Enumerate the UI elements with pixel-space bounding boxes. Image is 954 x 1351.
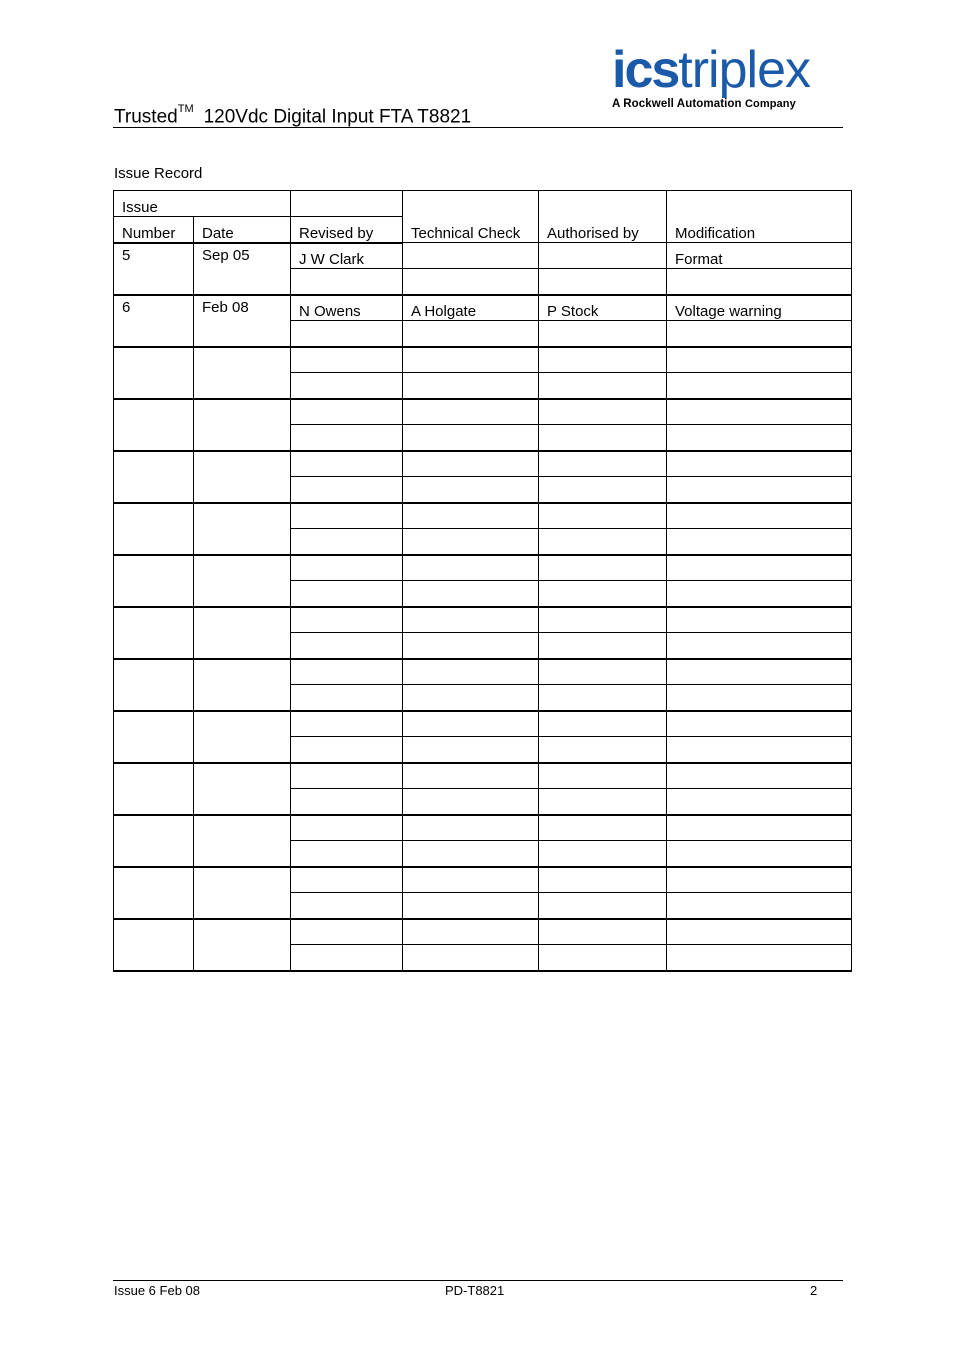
issue-date-cell: Sep 05	[194, 243, 291, 295]
issue-number-cell: 6	[114, 295, 194, 347]
issue-date-cell: Feb 08	[194, 295, 291, 347]
issue-date-cell	[194, 347, 291, 399]
header-date: Date	[194, 217, 291, 243]
issue-date-cell	[194, 763, 291, 815]
issue-record-caption: Issue Record	[114, 165, 203, 182]
revised-by-cell	[291, 347, 403, 373]
header-technical-check: Technical Check	[403, 191, 539, 243]
authorised-by-cell	[539, 815, 667, 841]
header-modification: Modification	[667, 191, 852, 243]
technical-check-cell	[403, 581, 539, 607]
technical-check-cell	[403, 529, 539, 555]
technical-check-cell	[403, 503, 539, 529]
issue-date-cell	[194, 711, 291, 763]
modification-cell	[667, 893, 852, 919]
header-row-1	[114, 191, 852, 217]
revised-by-cell	[291, 607, 403, 633]
issue-number-cell	[114, 399, 194, 451]
revised-by-cell	[291, 685, 403, 711]
authorised-by-cell	[539, 711, 667, 737]
technical-check-cell	[403, 659, 539, 685]
modification-cell	[667, 815, 852, 841]
issue-date-cell	[194, 919, 291, 971]
issue-number-cell	[114, 919, 194, 971]
issue-number-cell	[114, 815, 194, 867]
issue-date-cell	[194, 399, 291, 451]
header-number: Number	[114, 217, 194, 243]
footer-page-number: 2	[810, 1283, 818, 1298]
authorised-by-cell: P Stock	[539, 295, 667, 321]
modification-cell	[667, 945, 852, 971]
authorised-by-cell	[539, 919, 667, 945]
modification-cell	[667, 711, 852, 737]
issue-row	[114, 711, 852, 737]
modification-cell	[667, 607, 852, 633]
modification-cell	[667, 685, 852, 711]
logo-triplex: triplex	[678, 41, 811, 99]
authorised-by-cell	[539, 581, 667, 607]
authorised-by-cell	[539, 529, 667, 555]
technical-check-cell	[403, 945, 539, 971]
issue-row	[114, 763, 852, 789]
issue-record-table	[113, 190, 852, 972]
modification-cell	[667, 763, 852, 789]
technical-check-cell	[403, 451, 539, 477]
issue-row	[114, 503, 852, 529]
issue-number-cell	[114, 867, 194, 919]
authorised-by-cell	[539, 841, 667, 867]
authorised-by-cell	[539, 347, 667, 373]
modification-cell	[667, 581, 852, 607]
authorised-by-cell	[539, 867, 667, 893]
revised-by-cell	[291, 789, 403, 815]
trademark-mark: TM	[177, 103, 194, 115]
technical-check-cell	[403, 477, 539, 503]
technical-check-cell	[403, 633, 539, 659]
issue-row	[114, 607, 852, 633]
revised-by-cell	[291, 373, 403, 399]
logo-ics: ics	[612, 41, 679, 99]
technical-check-cell	[403, 815, 539, 841]
authorised-by-cell	[539, 399, 667, 425]
revised-by-cell	[291, 581, 403, 607]
modification-cell	[667, 503, 852, 529]
technical-check-cell	[403, 607, 539, 633]
technical-check-cell	[403, 737, 539, 763]
revised-by-cell	[291, 321, 403, 347]
technical-check-cell	[403, 711, 539, 737]
modification-cell	[667, 399, 852, 425]
modification-cell	[667, 477, 852, 503]
authorised-by-cell	[539, 425, 667, 451]
issue-number-cell	[114, 763, 194, 815]
revised-by-cell: N Owens	[291, 295, 403, 321]
technical-check-cell	[403, 425, 539, 451]
revised-by-cell	[291, 737, 403, 763]
issue-number-cell: 5	[114, 243, 194, 295]
authorised-by-cell	[539, 555, 667, 581]
modification-cell	[667, 659, 852, 685]
authorised-by-cell	[539, 373, 667, 399]
issue-number-cell	[114, 607, 194, 659]
revised-by-cell	[291, 529, 403, 555]
authorised-by-cell	[539, 659, 667, 685]
modification-cell	[667, 633, 852, 659]
title-product: 120Vdc Digital Input FTA T8821	[203, 106, 472, 128]
issue-row	[114, 659, 852, 685]
revised-by-cell	[291, 945, 403, 971]
authorised-by-cell	[539, 737, 667, 763]
issue-date-cell	[194, 815, 291, 867]
revised-by-cell	[291, 633, 403, 659]
revised-by-cell	[291, 711, 403, 737]
authorised-by-cell	[539, 451, 667, 477]
modification-cell	[667, 425, 852, 451]
technical-check-cell	[403, 789, 539, 815]
issue-number-cell	[114, 555, 194, 607]
technical-check-cell	[403, 243, 539, 269]
issue-date-cell	[194, 867, 291, 919]
modification-cell	[667, 841, 852, 867]
revised-by-cell	[291, 919, 403, 945]
authorised-by-cell	[539, 789, 667, 815]
revised-by-cell	[291, 503, 403, 529]
technical-check-cell	[403, 347, 539, 373]
logo-tagline-company: Company	[744, 98, 796, 110]
modification-cell	[667, 867, 852, 893]
revised-by-cell	[291, 763, 403, 789]
technical-check-cell	[403, 867, 539, 893]
authorised-by-cell	[539, 321, 667, 347]
modification-cell: Format	[667, 243, 852, 269]
issue-row	[114, 867, 852, 893]
revised-by-cell	[291, 867, 403, 893]
issue-row	[114, 919, 852, 945]
revised-by-cell	[291, 659, 403, 685]
modification-cell	[667, 269, 852, 295]
modification-cell	[667, 373, 852, 399]
issue-row	[114, 451, 852, 477]
authorised-by-cell	[539, 685, 667, 711]
technical-check-cell	[403, 399, 539, 425]
revised-by-cell: J W Clark	[291, 243, 403, 269]
authorised-by-cell	[539, 269, 667, 295]
issue-number-cell	[114, 659, 194, 711]
revised-by-cell	[291, 841, 403, 867]
revised-by-cell	[291, 477, 403, 503]
technical-check-cell	[403, 893, 539, 919]
authorised-by-cell	[539, 633, 667, 659]
modification-cell	[667, 789, 852, 815]
issue-date-cell	[194, 503, 291, 555]
authorised-by-cell	[539, 893, 667, 919]
issue-number-cell	[114, 451, 194, 503]
issue-number-cell	[114, 347, 194, 399]
issue-row	[114, 347, 852, 373]
logo-tagline-rockwell: A Rockwell Automation	[612, 98, 742, 110]
revised-by-cell	[291, 555, 403, 581]
footer-doc-number: PD-T8821	[445, 1283, 505, 1298]
logo-tagline	[612, 98, 844, 110]
header-divider	[113, 127, 843, 128]
authorised-by-cell	[539, 607, 667, 633]
modification-cell	[667, 555, 852, 581]
footer-issue: Issue 6 Feb 08	[114, 1283, 200, 1298]
modification-cell	[667, 919, 852, 945]
revised-by-cell	[291, 893, 403, 919]
authorised-by-cell	[539, 243, 667, 269]
technical-check-cell	[403, 685, 539, 711]
header-revised-by: Revised by	[291, 217, 403, 243]
revised-by-cell	[291, 399, 403, 425]
logo-wordmark	[612, 42, 844, 98]
authorised-by-cell	[539, 945, 667, 971]
title-trusted: Trusted	[114, 106, 178, 128]
issue-record-body	[114, 191, 852, 971]
modification-cell: Voltage warning	[667, 295, 852, 321]
document-title	[114, 99, 471, 130]
revised-by-cell	[291, 269, 403, 295]
header-authorised-by: Authorised by	[539, 191, 667, 243]
issue-row	[114, 555, 852, 581]
technical-check-cell	[403, 373, 539, 399]
technical-check-cell	[403, 269, 539, 295]
modification-cell	[667, 451, 852, 477]
technical-check-cell	[403, 321, 539, 347]
header-blank-cell	[291, 191, 403, 217]
technical-check-cell	[403, 841, 539, 867]
issue-row	[114, 243, 852, 269]
header-issue: Issue	[114, 191, 291, 217]
footer-divider	[113, 1280, 843, 1281]
authorised-by-cell	[539, 503, 667, 529]
issue-number-cell	[114, 711, 194, 763]
issue-row	[114, 399, 852, 425]
issue-date-cell	[194, 607, 291, 659]
issue-date-cell	[194, 659, 291, 711]
technical-check-cell: A Holgate	[403, 295, 539, 321]
technical-check-cell	[403, 919, 539, 945]
authorised-by-cell	[539, 477, 667, 503]
modification-cell	[667, 529, 852, 555]
modification-cell	[667, 737, 852, 763]
issue-number-cell	[114, 503, 194, 555]
technical-check-cell	[403, 555, 539, 581]
authorised-by-cell	[539, 763, 667, 789]
technical-check-cell	[403, 763, 539, 789]
revised-by-cell	[291, 425, 403, 451]
issue-row	[114, 295, 852, 321]
ics-triplex-logo	[612, 42, 844, 110]
issue-row	[114, 815, 852, 841]
revised-by-cell	[291, 451, 403, 477]
modification-cell	[667, 347, 852, 373]
revised-by-cell	[291, 815, 403, 841]
issue-date-cell	[194, 451, 291, 503]
modification-cell	[667, 321, 852, 347]
issue-date-cell	[194, 555, 291, 607]
